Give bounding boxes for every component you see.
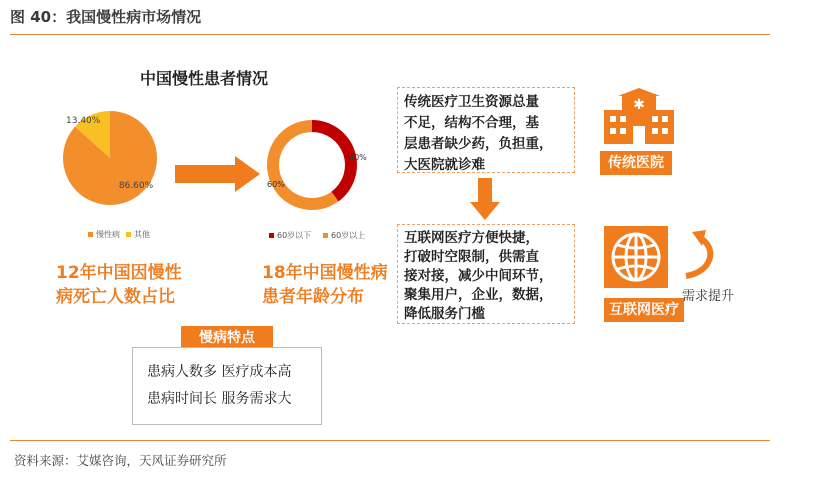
- left-chart-caption: [56, 261, 182, 309]
- features-tag: 慢病特点: [181, 326, 273, 350]
- globe-icon: [604, 226, 668, 288]
- source-note: 资料来源：艾媒咨询，天风证券研究所: [14, 453, 227, 468]
- traditional-line1: 传统医疗卫生资源总量: [404, 94, 539, 110]
- right-chart-caption: [262, 261, 388, 309]
- hospital-icon: [600, 88, 678, 146]
- pie-chart: [40, 100, 180, 250]
- figure-title: 图 40：我国慢性病市场情况: [10, 8, 202, 26]
- donut-legend-label: 60岁以上: [331, 231, 366, 240]
- demand-up-label: 需求提升: [682, 289, 735, 304]
- features-box: [132, 347, 322, 425]
- pie-data-label: 13.40%: [66, 116, 101, 126]
- top-rule: [10, 34, 770, 35]
- donut-legend-label: 60岁以下: [277, 231, 312, 240]
- chart-heading: 中国慢性患者情况: [140, 69, 269, 88]
- traditional-line3: 层患者缺少药，负担重，: [404, 136, 553, 152]
- right-arrow-icon: [175, 156, 265, 192]
- pie-legend-label: 慢性病: [96, 230, 120, 239]
- donut-data-label: 40%: [349, 153, 367, 162]
- left-caption-line1: 12年中国因慢性: [56, 263, 182, 283]
- right-caption-line1: 18年中国慢性病: [262, 263, 388, 283]
- donut-chart: [255, 115, 395, 245]
- svg-text:✱: ✱: [633, 97, 645, 113]
- left-caption-line2: 病死亡人数占比: [56, 287, 175, 307]
- internet-medical-label: 互联网医疗: [604, 298, 684, 322]
- donut-data-label: 60%: [267, 180, 285, 189]
- pie-legend-swatch: [126, 232, 131, 237]
- traditional-line2: 不足，结构不合理，基: [404, 115, 539, 131]
- right-caption-line2: 患者年龄分布: [262, 287, 364, 307]
- bottom-rule: [10, 440, 770, 441]
- features-line2: 患病时间长 服务需求大: [147, 391, 292, 407]
- pie-legend-swatch: [88, 232, 93, 237]
- internet-box: [397, 224, 575, 324]
- traditional-box: [397, 87, 575, 173]
- internet-line1: 互联网医疗方便快捷，: [404, 230, 539, 246]
- traditional-hospital-label: 传统医院: [600, 151, 672, 175]
- pie-legend-label: 其他: [134, 230, 150, 239]
- curved-arrow-icon: [678, 228, 724, 282]
- internet-line3: 接对接，减少中间环节，: [404, 268, 553, 284]
- features-line1: 患病人数多 医疗成本高: [147, 364, 292, 380]
- donut-legend-swatch: [323, 233, 328, 238]
- pie-data-label: 86.60%: [118, 181, 154, 191]
- internet-line2: 打破时空限制，供需直: [404, 249, 539, 265]
- down-arrow-icon: [470, 178, 500, 220]
- donut-legend-swatch: [269, 233, 274, 238]
- internet-line5: 降低服务门槛: [404, 306, 485, 322]
- internet-line4: 聚集用户，企业，数据，: [404, 287, 553, 303]
- traditional-line4: 大医院就诊难: [404, 157, 485, 173]
